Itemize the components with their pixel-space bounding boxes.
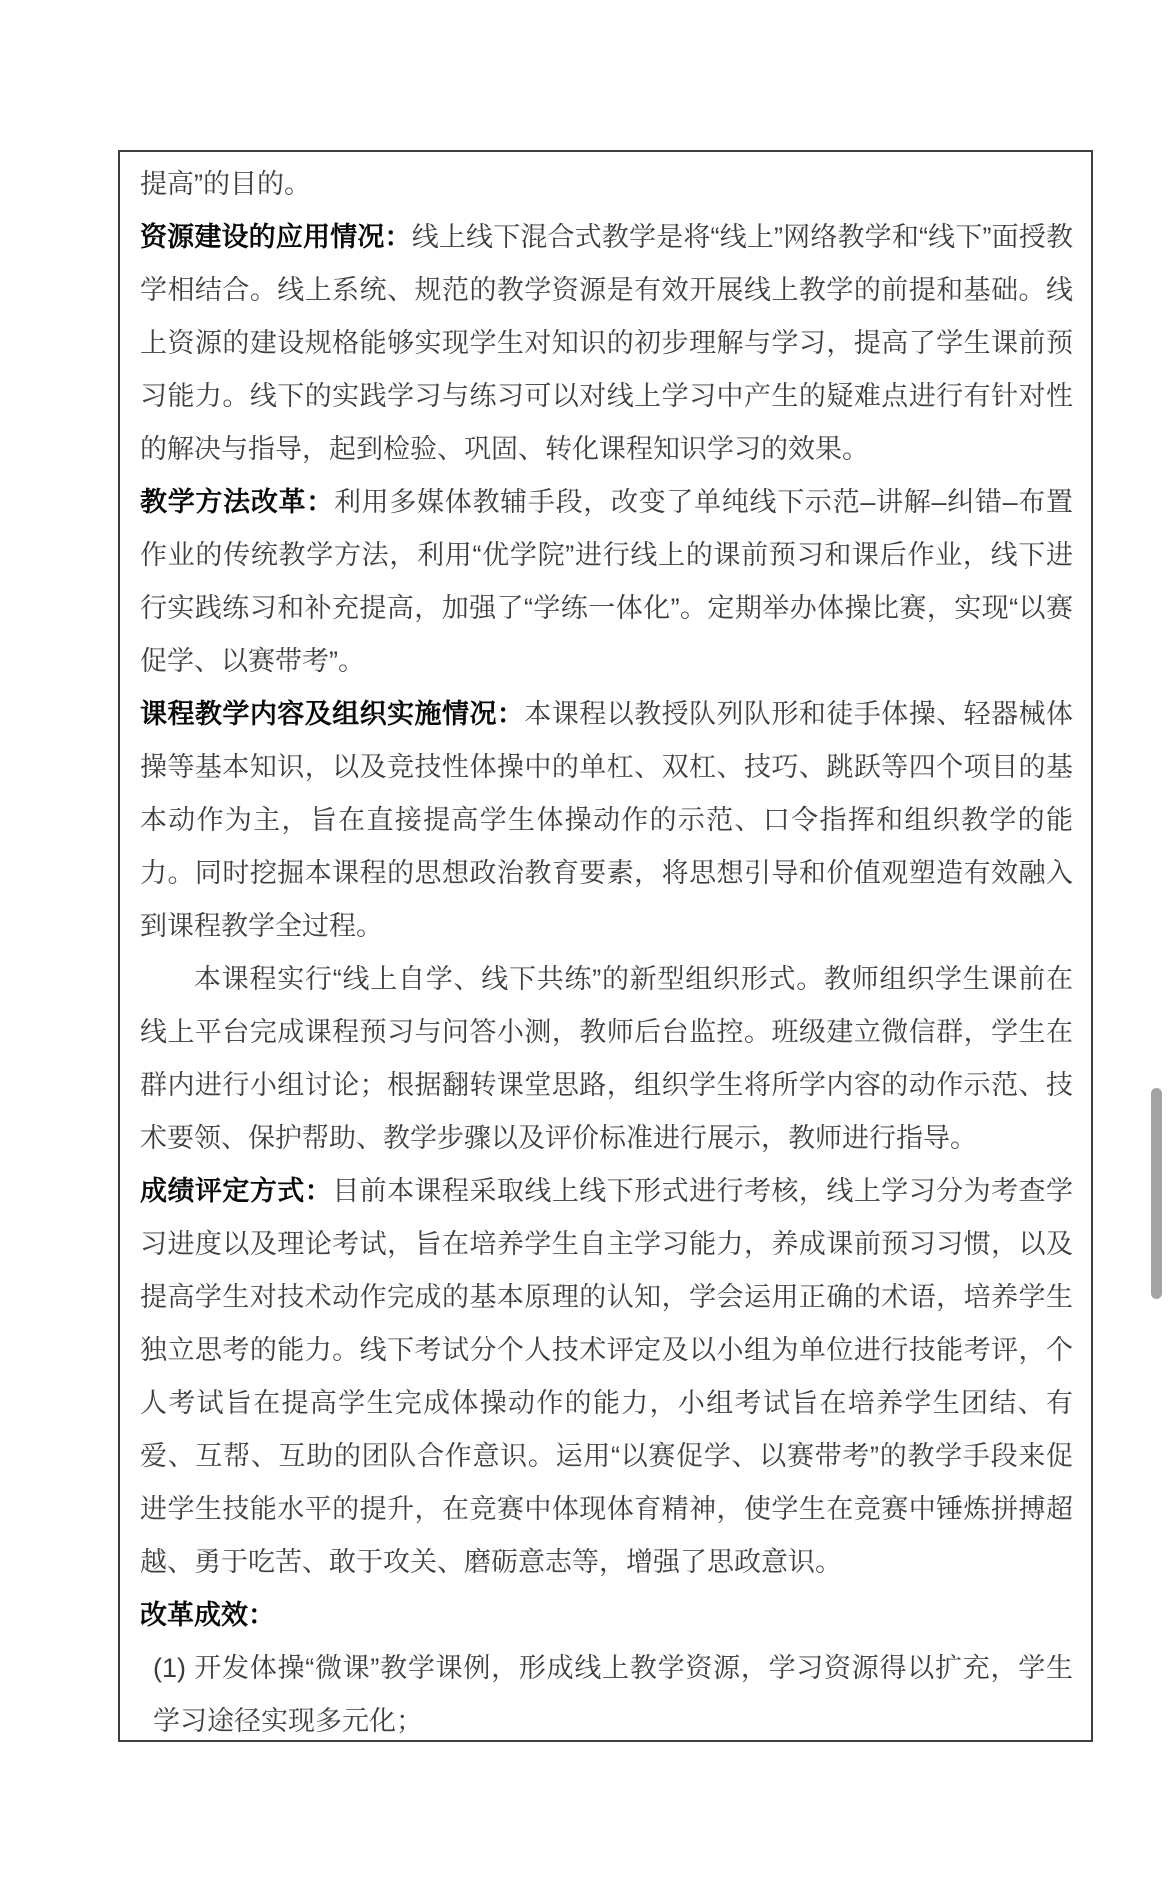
- paragraph-text: 利用多媒体教辅手段，改变了单纯线下示范–讲解–纠错–布置作业的传统教学方法，利用“优学院”进行线上的课前预习和课后作业，线下进行实践练习和补充提高，加强了“学练一体化”。定期举办体操比赛，实现“以赛促学、以赛带考”。: [140, 487, 1073, 676]
- section-heading: 课程教学内容及组织实施情况：: [140, 699, 525, 729]
- table-cell-course-reform: [118, 150, 1093, 1742]
- section-heading: 资源建设的应用情况：: [140, 222, 412, 252]
- paragraph-continuation: [140, 158, 1073, 211]
- section-heading: 改革成效：: [140, 1600, 275, 1630]
- section-heading: 教学方法改革：: [140, 487, 334, 517]
- paragraph-text: 提高”的目的。: [140, 169, 311, 199]
- paragraph-resource-application: [140, 211, 1073, 476]
- paragraph-grading-method: [140, 1165, 1073, 1589]
- scrollbar-thumb[interactable]: [1151, 1088, 1162, 1299]
- paragraph-teaching-method-reform: [140, 476, 1073, 688]
- paragraph-text: (1) 开发体操“微课”教学课例，形成线上教学资源，学习资源得以扩充，学生学习途径实现多元化；: [153, 1653, 1073, 1736]
- paragraph-reform-result-item-1: [140, 1642, 1073, 1742]
- paragraph-text: 线上线下混合式教学是将“线上”网络教学和“线下”面授教学相结合。线上系统、规范的教学资源是有效开展线上教学的前提和基础。线上资源的建设规格能够实现学生对知识的初步理解与学习，提高了学生课前预习能力。线下的实践学习与练习可以对线上学习中产生的疑难点进行有针对性的解决与指导，起到检验、巩固、转化课程知识学习的效果。: [140, 222, 1074, 464]
- paragraph-reform-results-heading: [140, 1589, 1073, 1642]
- section-heading: 成绩评定方式：: [140, 1176, 333, 1206]
- paragraph-text: 本课程以教授队列队形和徒手体操、轻器械体操等基本知识，以及竞技性体操中的单杠、双杠、技巧、跳跃等四个项目的基本动作为主，旨在直接提高学生体操动作的示范、口令指挥和组织教学的能力。同时挖掘本课程的思想政治教育要素，将思想引导和价值观塑造有效融入到课程教学全过程。: [140, 699, 1074, 941]
- paragraph-text: 本课程实行“线上自学、线下共练”的新型组织形式。教师组织学生课前在线上平台完成课程预习与问答小测，教师后台监控。班级建立微信群，学生在群内进行小组讨论；根据翻转课堂思路，组织学生将所学内容的动作示范、技术要领、保护帮助、教学步骤以及评价标准进行展示，教师进行指导。: [140, 964, 1073, 1153]
- paragraph-text: 目前本课程采取线上线下形式进行考核，线上学习分为考查学习进度以及理论考试，旨在培养学生自主学习能力，养成课前预习习惯，以及提高学生对技术动作完成的基本原理的认知，学会运用正确的术语，培养学生独立思考的能力。线下考试分个人技术评定及以小组为单位进行技能考评，个人考试旨在提高学生完成体操动作的能力，小组考试旨在培养学生团结、有爱、互帮、互助的团队合作意识。运用“以赛促学、以赛带考”的教学手段来促进学生技能水平的提升，在竞赛中体现体育精神，使学生在竞赛中锤炼拼搏超越、勇于吃苦、敢于攻关、磨砺意志等，增强了思政意识。: [140, 1176, 1074, 1577]
- paragraph-course-content: [140, 688, 1073, 953]
- paragraph-course-organization: [140, 953, 1073, 1165]
